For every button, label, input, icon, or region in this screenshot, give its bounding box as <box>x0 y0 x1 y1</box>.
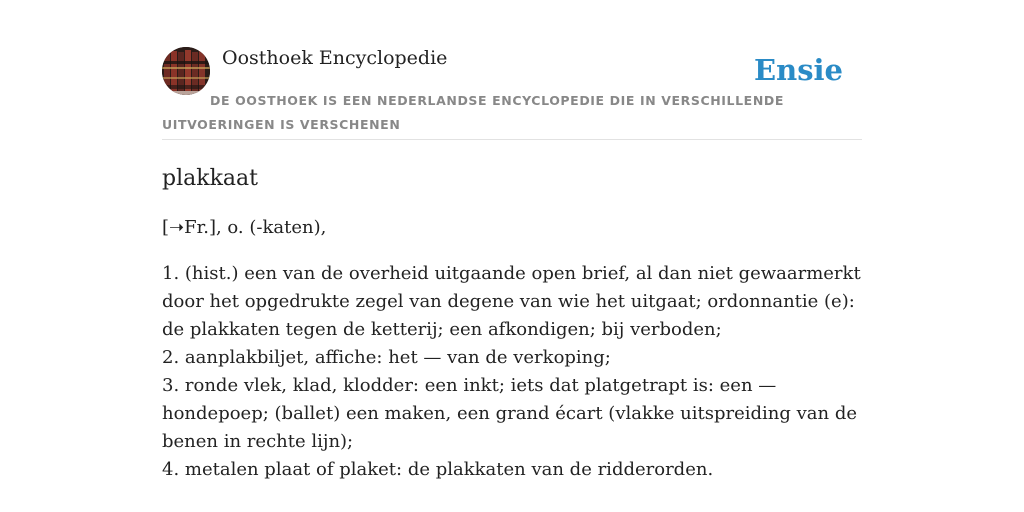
definition-item: 2. aanplakbiljet, affiche: het — van de verkoping; <box>162 347 611 368</box>
source-header <box>162 46 862 140</box>
source-description: DE OOSTHOEK IS EEN NEDERLANDSE ENCYCLOPEDIE DIE IN VERSCHILLENDE UITVOERINGEN IS VERSCHENEN <box>162 93 784 132</box>
definition-list <box>162 260 862 484</box>
definition-item: 4. metalen plaat of plaket: de plakkaten van de ridderorden. <box>162 459 714 480</box>
definition-item: 1. (hist.) een van de overheid uitgaande open brief, al dan niet gewaarmerkt door het opgedrukte zegel van degene van wie het uitgaat; ordonnantie (e): de plakkaten tegen de ketterij; een afkondigen; bij verboden; <box>162 263 861 340</box>
entry-term: plakkaat <box>162 166 258 191</box>
ensie-logo-link[interactable]: Ensie <box>754 53 843 87</box>
entry-card <box>162 46 862 484</box>
encyclopedia-books-icon[interactable] <box>162 47 210 95</box>
source-title[interactable]: Oosthoek Encyclopedie <box>222 47 448 69</box>
entry-etymology: [➝Fr.], o. (-katen), <box>162 217 327 238</box>
definition-item: 3. ronde vlek, klad, klodder: een inkt; iets dat platgetrapt is: een — hondepoep; (ballet) een maken, een grand écart (vlakke uitspreiding van de benen in rechte lijn); <box>162 375 858 452</box>
